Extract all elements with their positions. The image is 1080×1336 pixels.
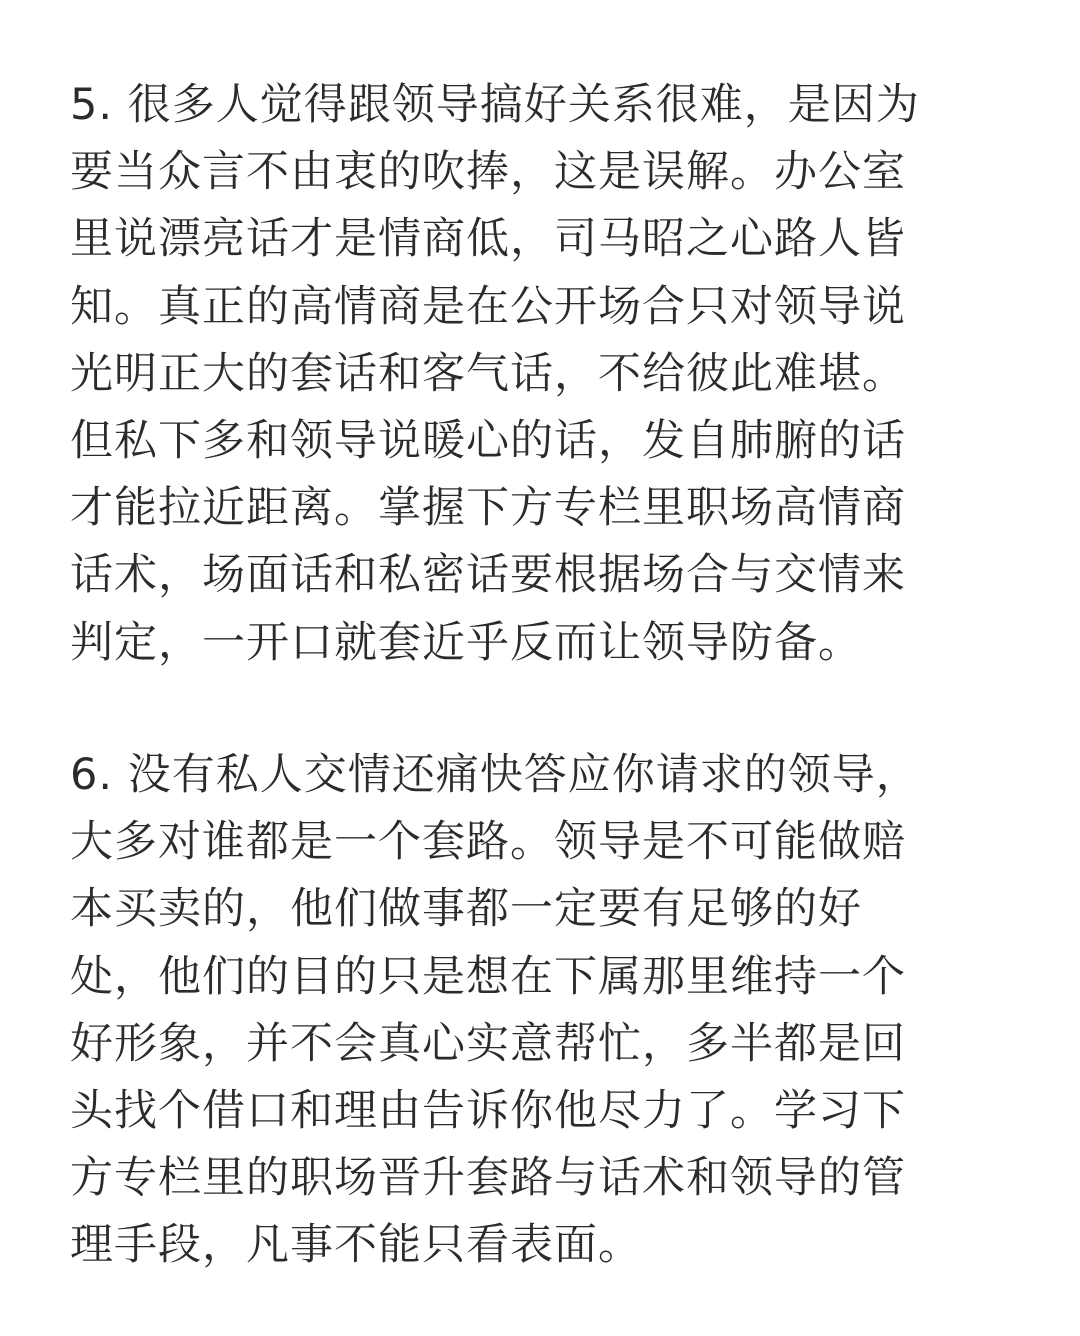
paragraph-6 — [70, 742, 1020, 1280]
text-line: 处，他们的目的只是想在下属那里维持一个 — [70, 951, 906, 1002]
text-line: 好形象，并不会真心实意帮忙，多半都是回 — [70, 1018, 906, 1069]
text-line: 头找个借口和理由告诉你他尽力了。学习下 — [70, 1085, 906, 1136]
text-line: 光明正大的套话和客气话，不给彼此难堪。 — [70, 348, 906, 399]
text-line: 话术，场面话和私密话要根据场合与交情来 — [70, 550, 906, 601]
text-line: 里说漂亮话才是情商低，司马昭之心路人皆 — [70, 214, 906, 265]
text-line: 5. 很多人觉得跟领导搞好关系很难，是因为 — [70, 80, 920, 130]
text-line: 要当众言不由衷的吹捧，这是误解。办公室 — [70, 147, 906, 198]
text-line: 本买卖的，他们做事都一定要有足够的好 — [70, 884, 862, 935]
text-line: 判定，一开口就套近乎反而让领导防备。 — [70, 617, 862, 668]
text-line: 理手段，凡事不能只看表面。 — [70, 1220, 642, 1271]
paragraph-5 — [70, 72, 1020, 677]
text-line: 但私下多和领导说暖心的话，发自肺腑的话 — [70, 415, 906, 466]
text-line: 才能拉近距离。掌握下方专栏里职场高情商 — [70, 483, 906, 534]
text-line: 方专栏里的职场晋升套路与话术和领导的管 — [70, 1153, 906, 1204]
text-line: 大多对谁都是一个套路。领导是不可能做赔 — [70, 817, 906, 868]
text-line: 知。真正的高情商是在公开场合只对领导说 — [70, 281, 906, 332]
text-line: 6. 没有私人交情还痛快答应你请求的领导， — [70, 750, 920, 800]
